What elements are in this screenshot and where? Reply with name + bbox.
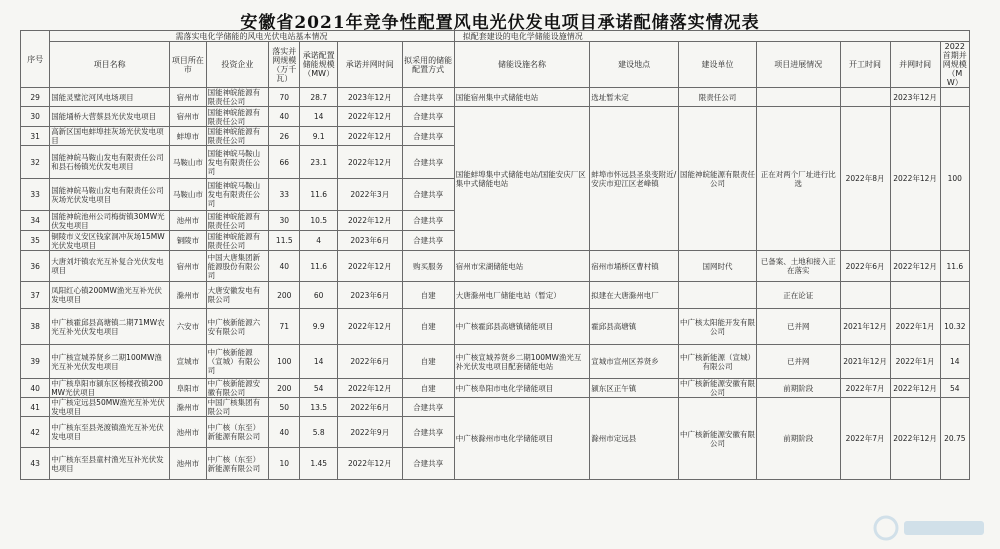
- storage-scale: 1.45: [300, 448, 338, 480]
- table-row: [21, 379, 970, 398]
- facility-grid: 2022年12月: [890, 379, 940, 398]
- grid-scale: 70: [269, 88, 300, 107]
- storage-mode: 自建: [402, 345, 454, 379]
- facility-first-grid: [940, 282, 969, 309]
- grid-scale: 33: [269, 179, 300, 211]
- row-no: 29: [21, 88, 50, 107]
- storage-mode: 自建: [402, 379, 454, 398]
- facility-first-grid: 11.6: [940, 251, 969, 282]
- facility-progress: 已并网: [757, 345, 840, 379]
- facility-name: 中广核阜阳市电化学储能项目: [454, 379, 590, 398]
- project-city: 滁州市: [170, 398, 206, 417]
- facility-name: 大唐滁州电厂储能电站（暂定）: [454, 282, 590, 309]
- promised-grid-time: 2022年6月: [337, 398, 402, 417]
- facility-location: 颍东区正午镇: [590, 379, 679, 398]
- facility-grid: 2022年12月: [890, 107, 940, 251]
- row-no: 33: [21, 179, 50, 211]
- project-city: 铜陵市: [170, 231, 206, 251]
- project-city: 池州市: [170, 211, 206, 231]
- storage-mode: 合建共享: [402, 146, 454, 179]
- facility-grid: 2022年1月: [890, 345, 940, 379]
- investor: 中广核（东至）新能源有限公司: [206, 448, 269, 480]
- facility-unit: 中广核新能源（宣城）有限公司: [678, 345, 756, 379]
- col-header-first-grid: 2022首期并网规模（MW）: [940, 42, 969, 88]
- facility-start: 2022年8月: [840, 107, 890, 251]
- facility-progress: 正在论证: [757, 282, 840, 309]
- promised-grid-time: 2022年3月: [337, 179, 402, 211]
- col-header-mode: 拟采用的储能配置方式: [402, 42, 454, 88]
- storage-mode: 购买服务: [402, 251, 454, 282]
- row-no: 37: [21, 282, 50, 309]
- facility-location: 滁州市定远县: [590, 398, 679, 480]
- facility-location: 拟建在大唐滁州电厂: [590, 282, 679, 309]
- investor: 国能神皖能源有限责任公司: [206, 88, 269, 107]
- col-header-unit: 建设单位: [678, 42, 756, 88]
- facility-start: 2022年6月: [840, 251, 890, 282]
- storage-scale: 14: [300, 107, 338, 127]
- storage-scale: 9.1: [300, 127, 338, 146]
- grid-scale: 50: [269, 398, 300, 417]
- facility-location: 宣城市宣州区养贤乡: [590, 345, 679, 379]
- storage-scale: 11.6: [300, 251, 338, 282]
- storage-mode: 合建共享: [402, 231, 454, 251]
- investor: 中广核新能源六安有限公司: [206, 309, 269, 345]
- table-row: [21, 398, 970, 417]
- grid-scale: 30: [269, 211, 300, 231]
- table-row: [21, 107, 970, 127]
- facility-first-grid: 14: [940, 345, 969, 379]
- facility-grid: [890, 282, 940, 309]
- storage-mode: 合建共享: [402, 88, 454, 107]
- storage-mode: 合建共享: [402, 179, 454, 211]
- promised-grid-time: 2023年12月: [337, 88, 402, 107]
- storage-scale: 5.8: [300, 417, 338, 448]
- facility-location: 选址暂未定: [590, 88, 679, 107]
- facility-progress: 前期阶段: [757, 379, 840, 398]
- facility-location: 宿州市埇桥区曹村镇: [590, 251, 679, 282]
- storage-mode: 合建共享: [402, 398, 454, 417]
- storage-scale: 11.6: [300, 179, 338, 211]
- storage-scale: 23.1: [300, 146, 338, 179]
- project-city: 阜阳市: [170, 379, 206, 398]
- promised-grid-time: 2022年9月: [337, 417, 402, 448]
- facility-progress: 正在对两个厂址进行比选: [757, 107, 840, 251]
- storage-scale: 4: [300, 231, 338, 251]
- facility-start: 2022年7月: [840, 398, 890, 480]
- facility-name: 国能宿州集中式储能电站: [454, 88, 590, 107]
- facility-location: 蚌埠市怀远县圣泉变附近/安庆市迎江区老峰镇: [590, 107, 679, 251]
- facility-grid: 2022年12月: [890, 398, 940, 480]
- facility-name: 国能蚌埠集中式储能电站/国能安庆厂区集中式储能电站: [454, 107, 590, 251]
- project-city: 马鞍山市: [170, 179, 206, 211]
- col-header-company: 投资企业: [206, 42, 269, 88]
- facility-start: 2021年12月: [840, 309, 890, 345]
- storage-mode: 合建共享: [402, 417, 454, 448]
- col-header-facility: 储能设施名称: [454, 42, 590, 88]
- storage-scale: 60: [300, 282, 338, 309]
- facility-first-grid: 10.32: [940, 309, 969, 345]
- promised-grid-time: 2022年12月: [337, 107, 402, 127]
- row-no: 40: [21, 379, 50, 398]
- facility-unit: [678, 282, 756, 309]
- row-no: 35: [21, 231, 50, 251]
- section-header-plants: 需落实电化学储能的风电光伏电站基本情况: [50, 31, 455, 42]
- facility-first-grid: [940, 88, 969, 107]
- facility-name: 中广核霍邱县高塘镇储能项目: [454, 309, 590, 345]
- row-no: 43: [21, 448, 50, 480]
- project-city: 滁州市: [170, 282, 206, 309]
- project-city: 宿州市: [170, 88, 206, 107]
- facility-unit: 国能神皖能源有限责任公司: [678, 107, 756, 251]
- facility-unit: 限责任公司: [678, 88, 756, 107]
- grid-scale: 66: [269, 146, 300, 179]
- facility-grid: 2022年1月: [890, 309, 940, 345]
- storage-scale: 10.5: [300, 211, 338, 231]
- facility-unit: 中广核新能源安徽有限公司: [678, 398, 756, 480]
- project-city: 池州市: [170, 417, 206, 448]
- project-name: 国能神皖马鞍山发电有限责任公司灰场光伏发电项目: [50, 179, 170, 211]
- table-row: [21, 251, 970, 282]
- investor: 国能神皖马鞍山发电有限责任公司: [206, 179, 269, 211]
- table-row: [21, 345, 970, 379]
- grid-scale: 200: [269, 282, 300, 309]
- row-no: 42: [21, 417, 50, 448]
- row-no: 39: [21, 345, 50, 379]
- storage-scale: 14: [300, 345, 338, 379]
- project-city: 宣城市: [170, 345, 206, 379]
- investor: 中广核（东至）新能源有限公司: [206, 417, 269, 448]
- project-name: 凤阳红心镇200MW渔光互补光伏发电项目: [50, 282, 170, 309]
- document-title: 安徽省2021年竞争性配置风电光伏发电项目承诺配储落实情况表: [240, 13, 760, 33]
- investor: 中国广核集团有限公司: [206, 398, 269, 417]
- table-row: [21, 309, 970, 345]
- investor: 中广核新能源安徽有限公司: [206, 379, 269, 398]
- col-header-storage-scale: 承诺配置储能规模（MW）: [300, 42, 338, 88]
- project-city: 蚌埠市: [170, 127, 206, 146]
- facility-unit: 中广核新能源安徽有限公司: [679, 379, 755, 397]
- storage-scale: 28.7: [300, 88, 338, 107]
- project-city: 宿州市: [170, 251, 206, 282]
- project-name: 国能神皖池州公司梅街镇30MW光伏发电项目: [50, 211, 170, 231]
- col-header-no: 序号: [21, 31, 50, 88]
- investor: 国能神皖能源有限责任公司: [206, 107, 269, 127]
- facility-start: 2021年12月: [840, 345, 890, 379]
- watermark-logo-icon: [872, 511, 992, 545]
- col-header-scale: 落实并网规模（万千瓦）: [269, 42, 300, 88]
- grid-scale: 40: [269, 107, 300, 127]
- facility-progress: 已并网: [757, 309, 840, 345]
- table-row: [21, 282, 970, 309]
- col-header-grid-time: 承诺并网时间: [337, 42, 402, 88]
- section-header-storage: 拟配套建设的电化学储能设施情况: [454, 31, 969, 42]
- facility-first-grid: 100: [940, 107, 969, 251]
- row-no: 36: [21, 251, 50, 282]
- storage-table: [20, 30, 970, 480]
- promised-grid-time: 2023年6月: [337, 231, 402, 251]
- facility-grid: 2022年12月: [890, 251, 940, 282]
- storage-mode: 合建共享: [402, 127, 454, 146]
- project-name: 中广核宣城养贤乡二期100MW渔光互补光伏发电项目: [50, 345, 170, 379]
- col-header-project: 项目名称: [50, 42, 170, 88]
- grid-scale: 100: [269, 345, 300, 379]
- storage-scale: 13.5: [300, 398, 338, 417]
- facility-grid: 2023年12月: [890, 88, 940, 107]
- storage-scale: 9.9: [300, 309, 338, 345]
- promised-grid-time: 2022年12月: [337, 127, 402, 146]
- col-header-city: 项目所在市: [170, 42, 206, 88]
- table-row: [21, 88, 970, 107]
- project-city: 宿州市: [170, 107, 206, 127]
- promised-grid-time: 2022年6月: [337, 345, 402, 379]
- project-name: 中广核定远县50MW渔光互补光伏发电项目: [50, 398, 170, 417]
- investor: 中国大唐集团新能源股份有限公司: [206, 251, 269, 282]
- grid-scale: 26: [269, 127, 300, 146]
- storage-scale: 54: [300, 379, 338, 398]
- promised-grid-time: 2022年12月: [337, 309, 402, 345]
- grid-scale: 10: [269, 448, 300, 480]
- grid-scale: 40: [269, 251, 300, 282]
- table-body: [21, 88, 970, 480]
- investor: 国能神皖马鞍山发电有限责任公司: [206, 146, 269, 179]
- grid-scale: 40: [269, 417, 300, 448]
- storage-mode: 合建共享: [402, 448, 454, 480]
- project-name: 中广核东至县童村渔光互补光伏发电项目: [50, 448, 170, 480]
- col-header-progress: 项目进展情况: [757, 42, 840, 88]
- project-name: 国能埇桥大营蔡县光伏发电项目: [50, 107, 170, 127]
- promised-grid-time: 2022年12月: [337, 211, 402, 231]
- facility-name: 中广核滁州市电化学储能项目: [454, 398, 590, 480]
- investor: 国能神皖能源有限责任公司: [206, 231, 269, 251]
- project-name: 高新区国电蚌埠挂灰场光伏发电项目: [50, 127, 170, 146]
- project-city: 马鞍山市: [170, 146, 206, 179]
- row-no: 32: [21, 146, 50, 179]
- project-city: 池州市: [170, 448, 206, 480]
- promised-grid-time: 2022年12月: [337, 379, 402, 398]
- facility-progress: [757, 88, 840, 107]
- project-name: 大唐刘圩镇农光互补复合光伏发电项目: [50, 251, 170, 282]
- project-name: 铜陵市义安区钱家洞冲灰场15MW光伏发电项目: [50, 231, 170, 251]
- facility-first-grid: 54: [940, 379, 969, 398]
- facility-start: [840, 88, 890, 107]
- investor: 大唐安徽发电有限公司: [206, 282, 269, 309]
- promised-grid-time: 2022年12月: [337, 251, 402, 282]
- facility-unit: 国网时代: [678, 251, 756, 282]
- facility-progress: 前期阶段: [757, 398, 840, 480]
- facility-unit: 中广核太阳能开发有限公司: [678, 309, 756, 345]
- facility-progress: 已备案、土地和接入正在落实: [757, 251, 840, 282]
- promised-grid-time: 2022年12月: [337, 448, 402, 480]
- grid-scale: 71: [269, 309, 300, 345]
- facility-start: 2022年7月: [840, 379, 890, 398]
- investor: 国能神皖能源有限责任公司: [206, 127, 269, 146]
- project-name: 中广核霍邱县高塘镇二期71MW农光互补光伏发电项目: [50, 309, 170, 345]
- project-name: 中广核阜阳市颍东区杨楼孜镇200MW光伏项目: [50, 379, 170, 398]
- promised-grid-time: 2022年12月: [337, 146, 402, 179]
- storage-mode: 自建: [402, 309, 454, 345]
- project-city: 六安市: [170, 309, 206, 345]
- project-name: 国能神皖马鞍山发电有限责任公司和县石杨镇光伏发电项目: [50, 146, 170, 179]
- facility-name: 宿州市宋湖储能电站: [454, 251, 590, 282]
- investor: 国能神皖能源有限责任公司: [206, 211, 269, 231]
- investor: 中广核新能源（宣城）有限公司: [206, 345, 269, 379]
- project-name: 国能灵璧沱河风电场项目: [50, 88, 170, 107]
- col-header-start: 开工时间: [840, 42, 890, 88]
- row-no: 34: [21, 211, 50, 231]
- storage-mode: 合建共享: [402, 107, 454, 127]
- facility-start: [840, 282, 890, 309]
- row-no: 30: [21, 107, 50, 127]
- grid-scale: 200: [269, 379, 300, 398]
- facility-location: 霍邱县高塘镇: [590, 309, 679, 345]
- project-name: 中广核东至县尧渡镇渔光互补光伏发电项目: [50, 417, 170, 448]
- grid-scale: 11.5: [269, 231, 300, 251]
- storage-mode: 自建: [402, 282, 454, 309]
- facility-first-grid: 20.75: [940, 398, 969, 480]
- col-header-grid: 并网时间: [890, 42, 940, 88]
- facility-name: 中广核宣城养贤乡二期100MW渔光互补光伏发电项目配套储能电站: [454, 345, 590, 379]
- row-no: 41: [21, 398, 50, 417]
- col-header-location: 建设地点: [590, 42, 679, 88]
- promised-grid-time: 2023年6月: [337, 282, 402, 309]
- row-no: 31: [21, 127, 50, 146]
- row-no: 38: [21, 309, 50, 345]
- storage-mode: 合建共享: [402, 211, 454, 231]
